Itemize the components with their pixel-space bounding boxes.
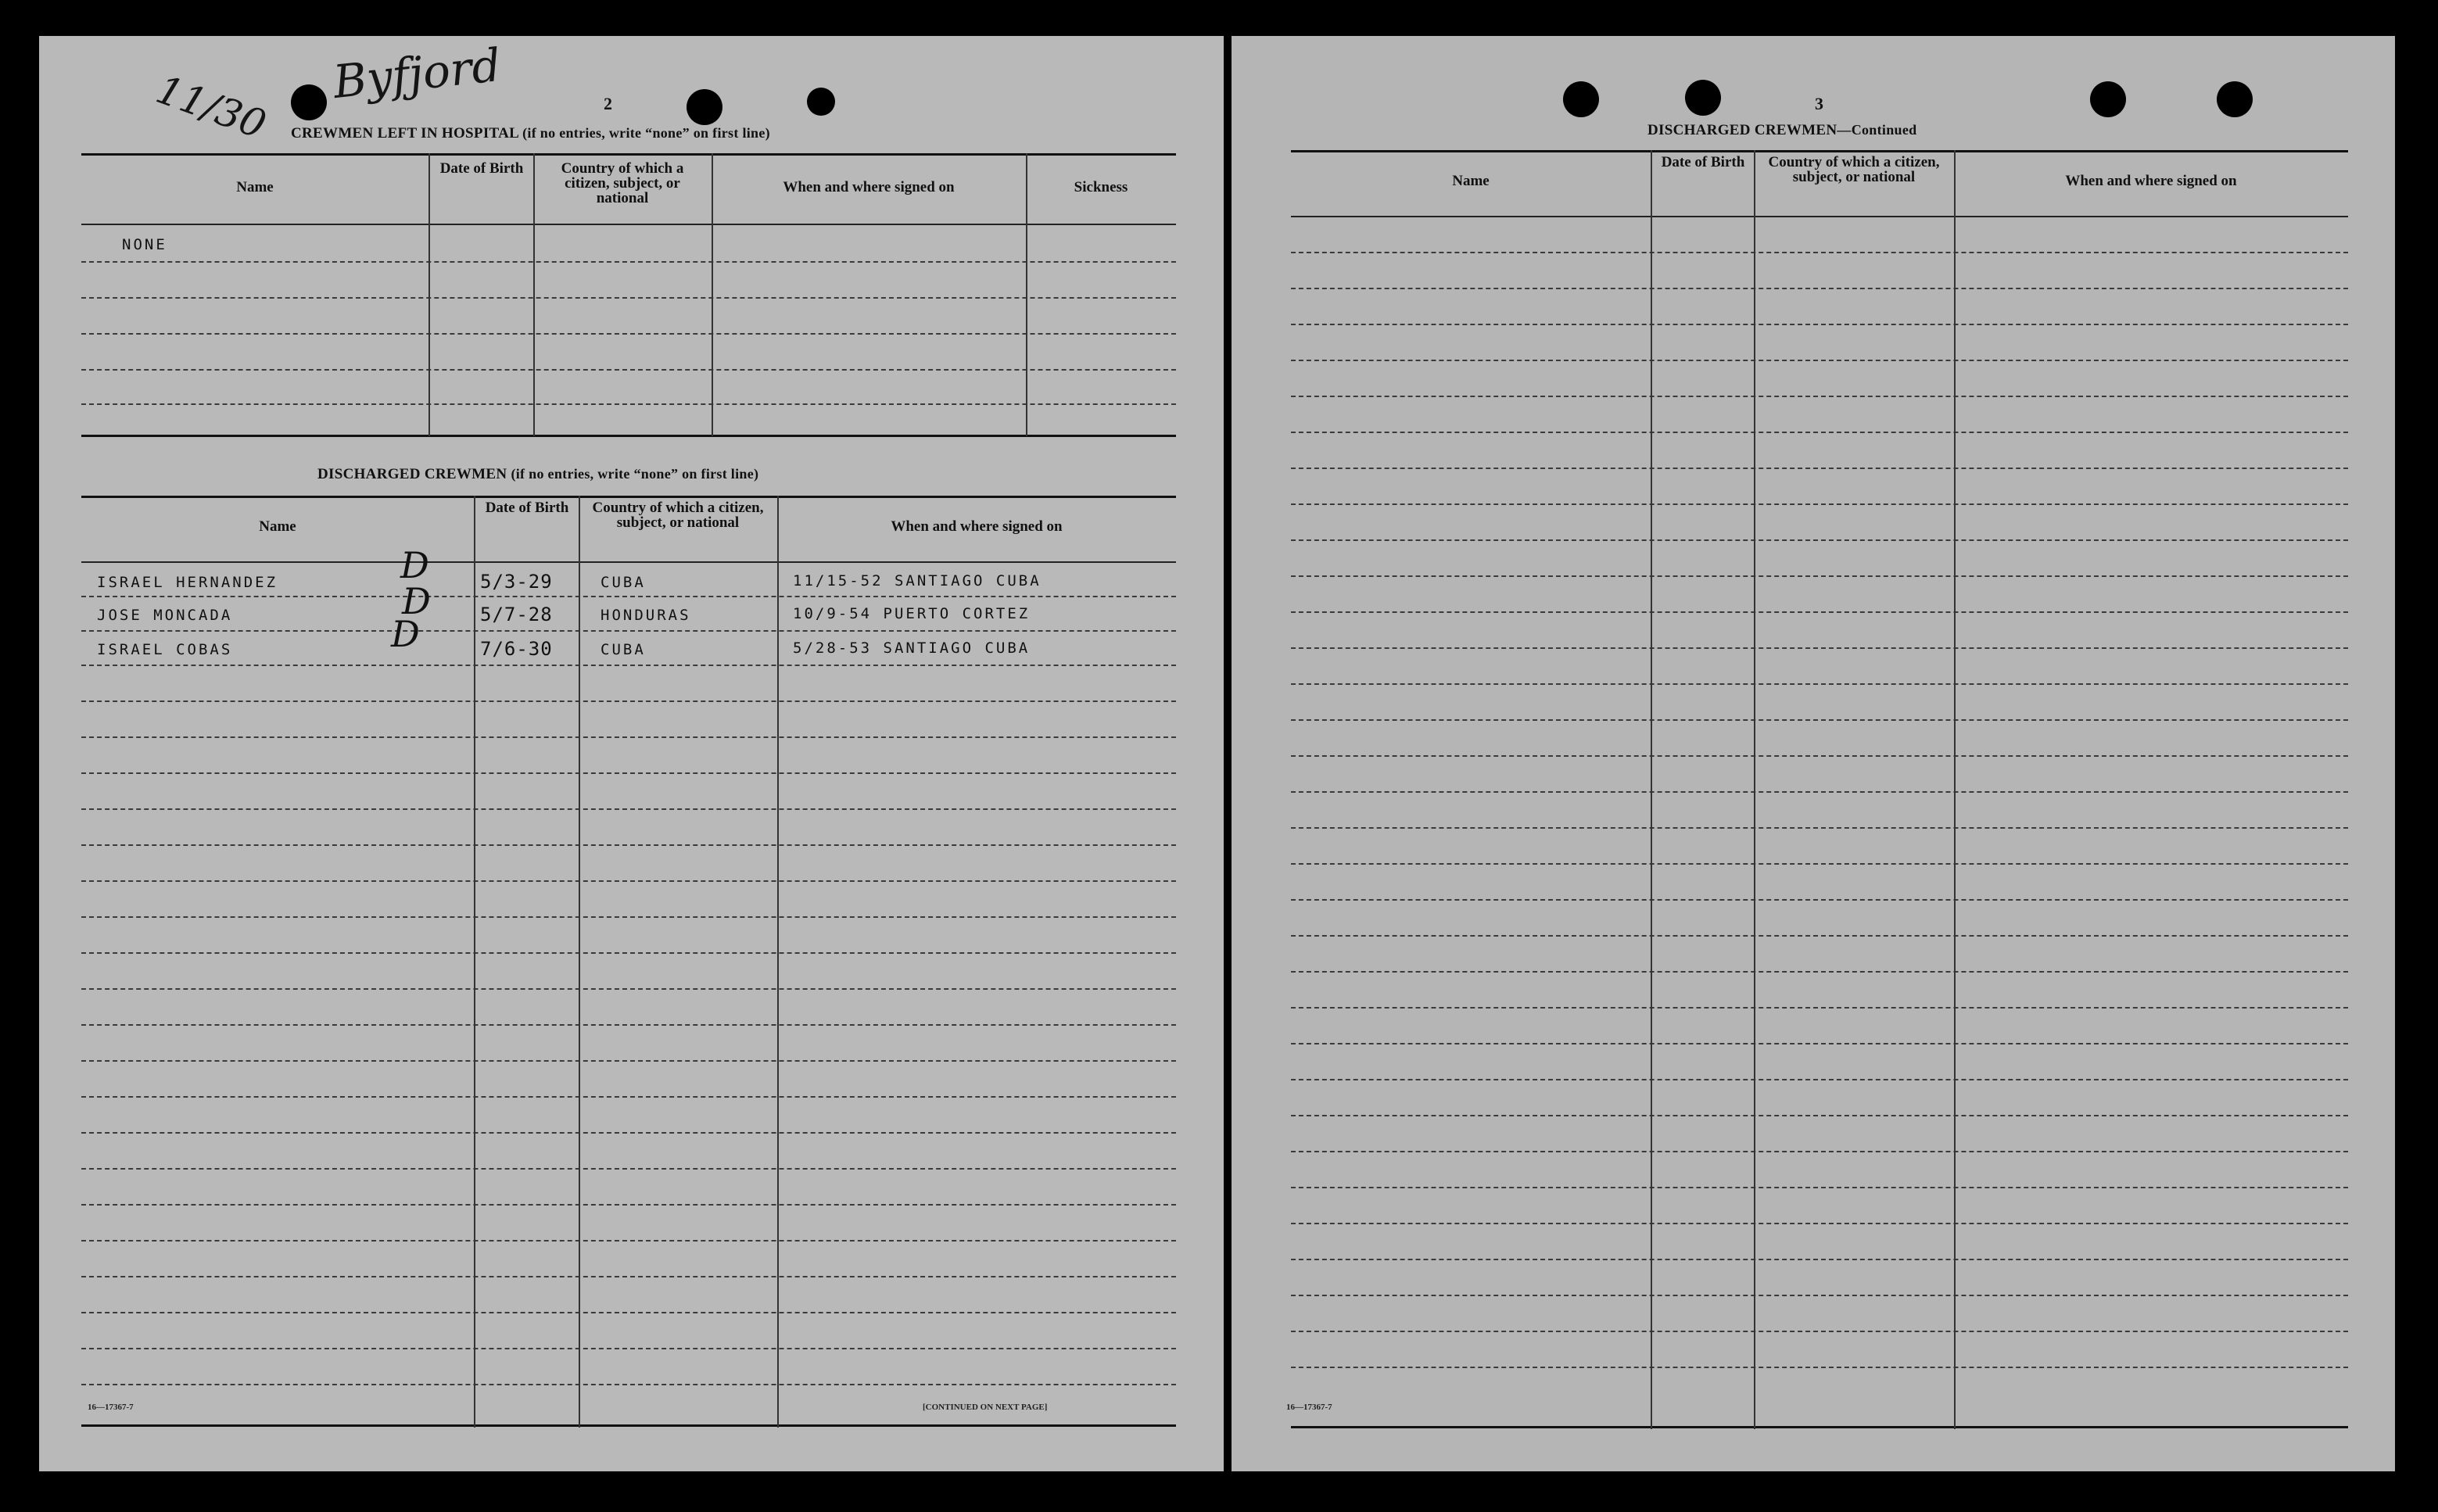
crewman-date-of-birth: 5/7-28 xyxy=(480,604,553,625)
column-header-country: Country of which a citizen, subject, or national xyxy=(592,500,764,531)
crewman-signed-on: 5/28-53 SANTIAGO CUBA xyxy=(793,640,1031,657)
column-header-signed-on: When and where signed on xyxy=(891,518,1063,535)
punch-hole xyxy=(1685,80,1721,116)
crewman-name: ISRAEL HERNANDEZ xyxy=(97,574,278,591)
discharged-section-title: DISCHARGED CREWMEN (if no entries, write “none” on first line) xyxy=(317,466,759,482)
crewman-name: ISRAEL COBAS xyxy=(97,641,233,658)
column-header-date-of-birth: Date of Birth xyxy=(485,500,569,516)
column-header-date-of-birth: Date of Birth xyxy=(1661,154,1745,170)
crewman-signed-on: 10/9-54 PUERTO CORTEZ xyxy=(793,605,1031,622)
hospital-table xyxy=(81,153,1176,436)
discharge-mark: D xyxy=(402,580,431,622)
punch-hole xyxy=(1563,81,1599,117)
column-header-name: Name xyxy=(259,518,296,535)
right-page xyxy=(1232,36,2395,1471)
discharge-mark: D xyxy=(400,544,429,586)
punch-hole xyxy=(2217,81,2253,117)
column-header-signed-on: When and where signed on xyxy=(2065,173,2237,189)
discharged-continued-table xyxy=(1291,150,2348,1429)
hospital-row-name: NONE xyxy=(122,236,167,253)
page-number: 3 xyxy=(1815,94,1823,113)
form-number: 16—17367-7 xyxy=(1286,1403,1332,1412)
column-header-name: Name xyxy=(236,179,274,195)
column-header-country: Country of which a citizen, subject, or national xyxy=(561,160,684,206)
column-header-signed-on: When and where signed on xyxy=(783,179,955,195)
discharge-mark: D xyxy=(391,613,420,655)
handwritten-vessel-name: Byfjord xyxy=(331,38,504,109)
crewman-date-of-birth: 5/3-29 xyxy=(480,571,553,593)
continued-note: [CONTINUED ON NEXT PAGE] xyxy=(923,1403,1048,1412)
punch-hole xyxy=(2090,81,2126,117)
discharged-continued-title: DISCHARGED CREWMEN—Continued xyxy=(1647,122,1917,138)
crewman-country: CUBA xyxy=(601,641,646,658)
crewman-country: HONDURAS xyxy=(601,607,691,624)
crewman-date-of-birth: 7/6-30 xyxy=(480,638,553,660)
hospital-section-title: CREWMEN LEFT IN HOSPITAL (if no entries, write “none” on first line) xyxy=(291,125,770,142)
page-number: 2 xyxy=(604,94,612,113)
left-page xyxy=(39,36,1224,1471)
handwritten-date: 11/30 xyxy=(150,66,272,148)
column-header-date-of-birth: Date of Birth xyxy=(439,160,524,177)
crewman-signed-on: 11/15-52 SANTIAGO CUBA xyxy=(793,572,1042,589)
column-header-country: Country of which a citizen, subject, or national xyxy=(1768,154,1940,185)
crewman-name: JOSE MONCADA xyxy=(97,607,233,624)
punch-hole xyxy=(687,89,722,125)
punch-hole xyxy=(291,84,327,120)
crewman-country: CUBA xyxy=(601,574,646,591)
discharged-table xyxy=(81,496,1176,1428)
form-number: 16—17367-7 xyxy=(88,1403,134,1412)
column-header-sickness: Sickness xyxy=(1074,179,1128,195)
column-header-name: Name xyxy=(1452,173,1490,189)
punch-hole xyxy=(807,88,835,116)
